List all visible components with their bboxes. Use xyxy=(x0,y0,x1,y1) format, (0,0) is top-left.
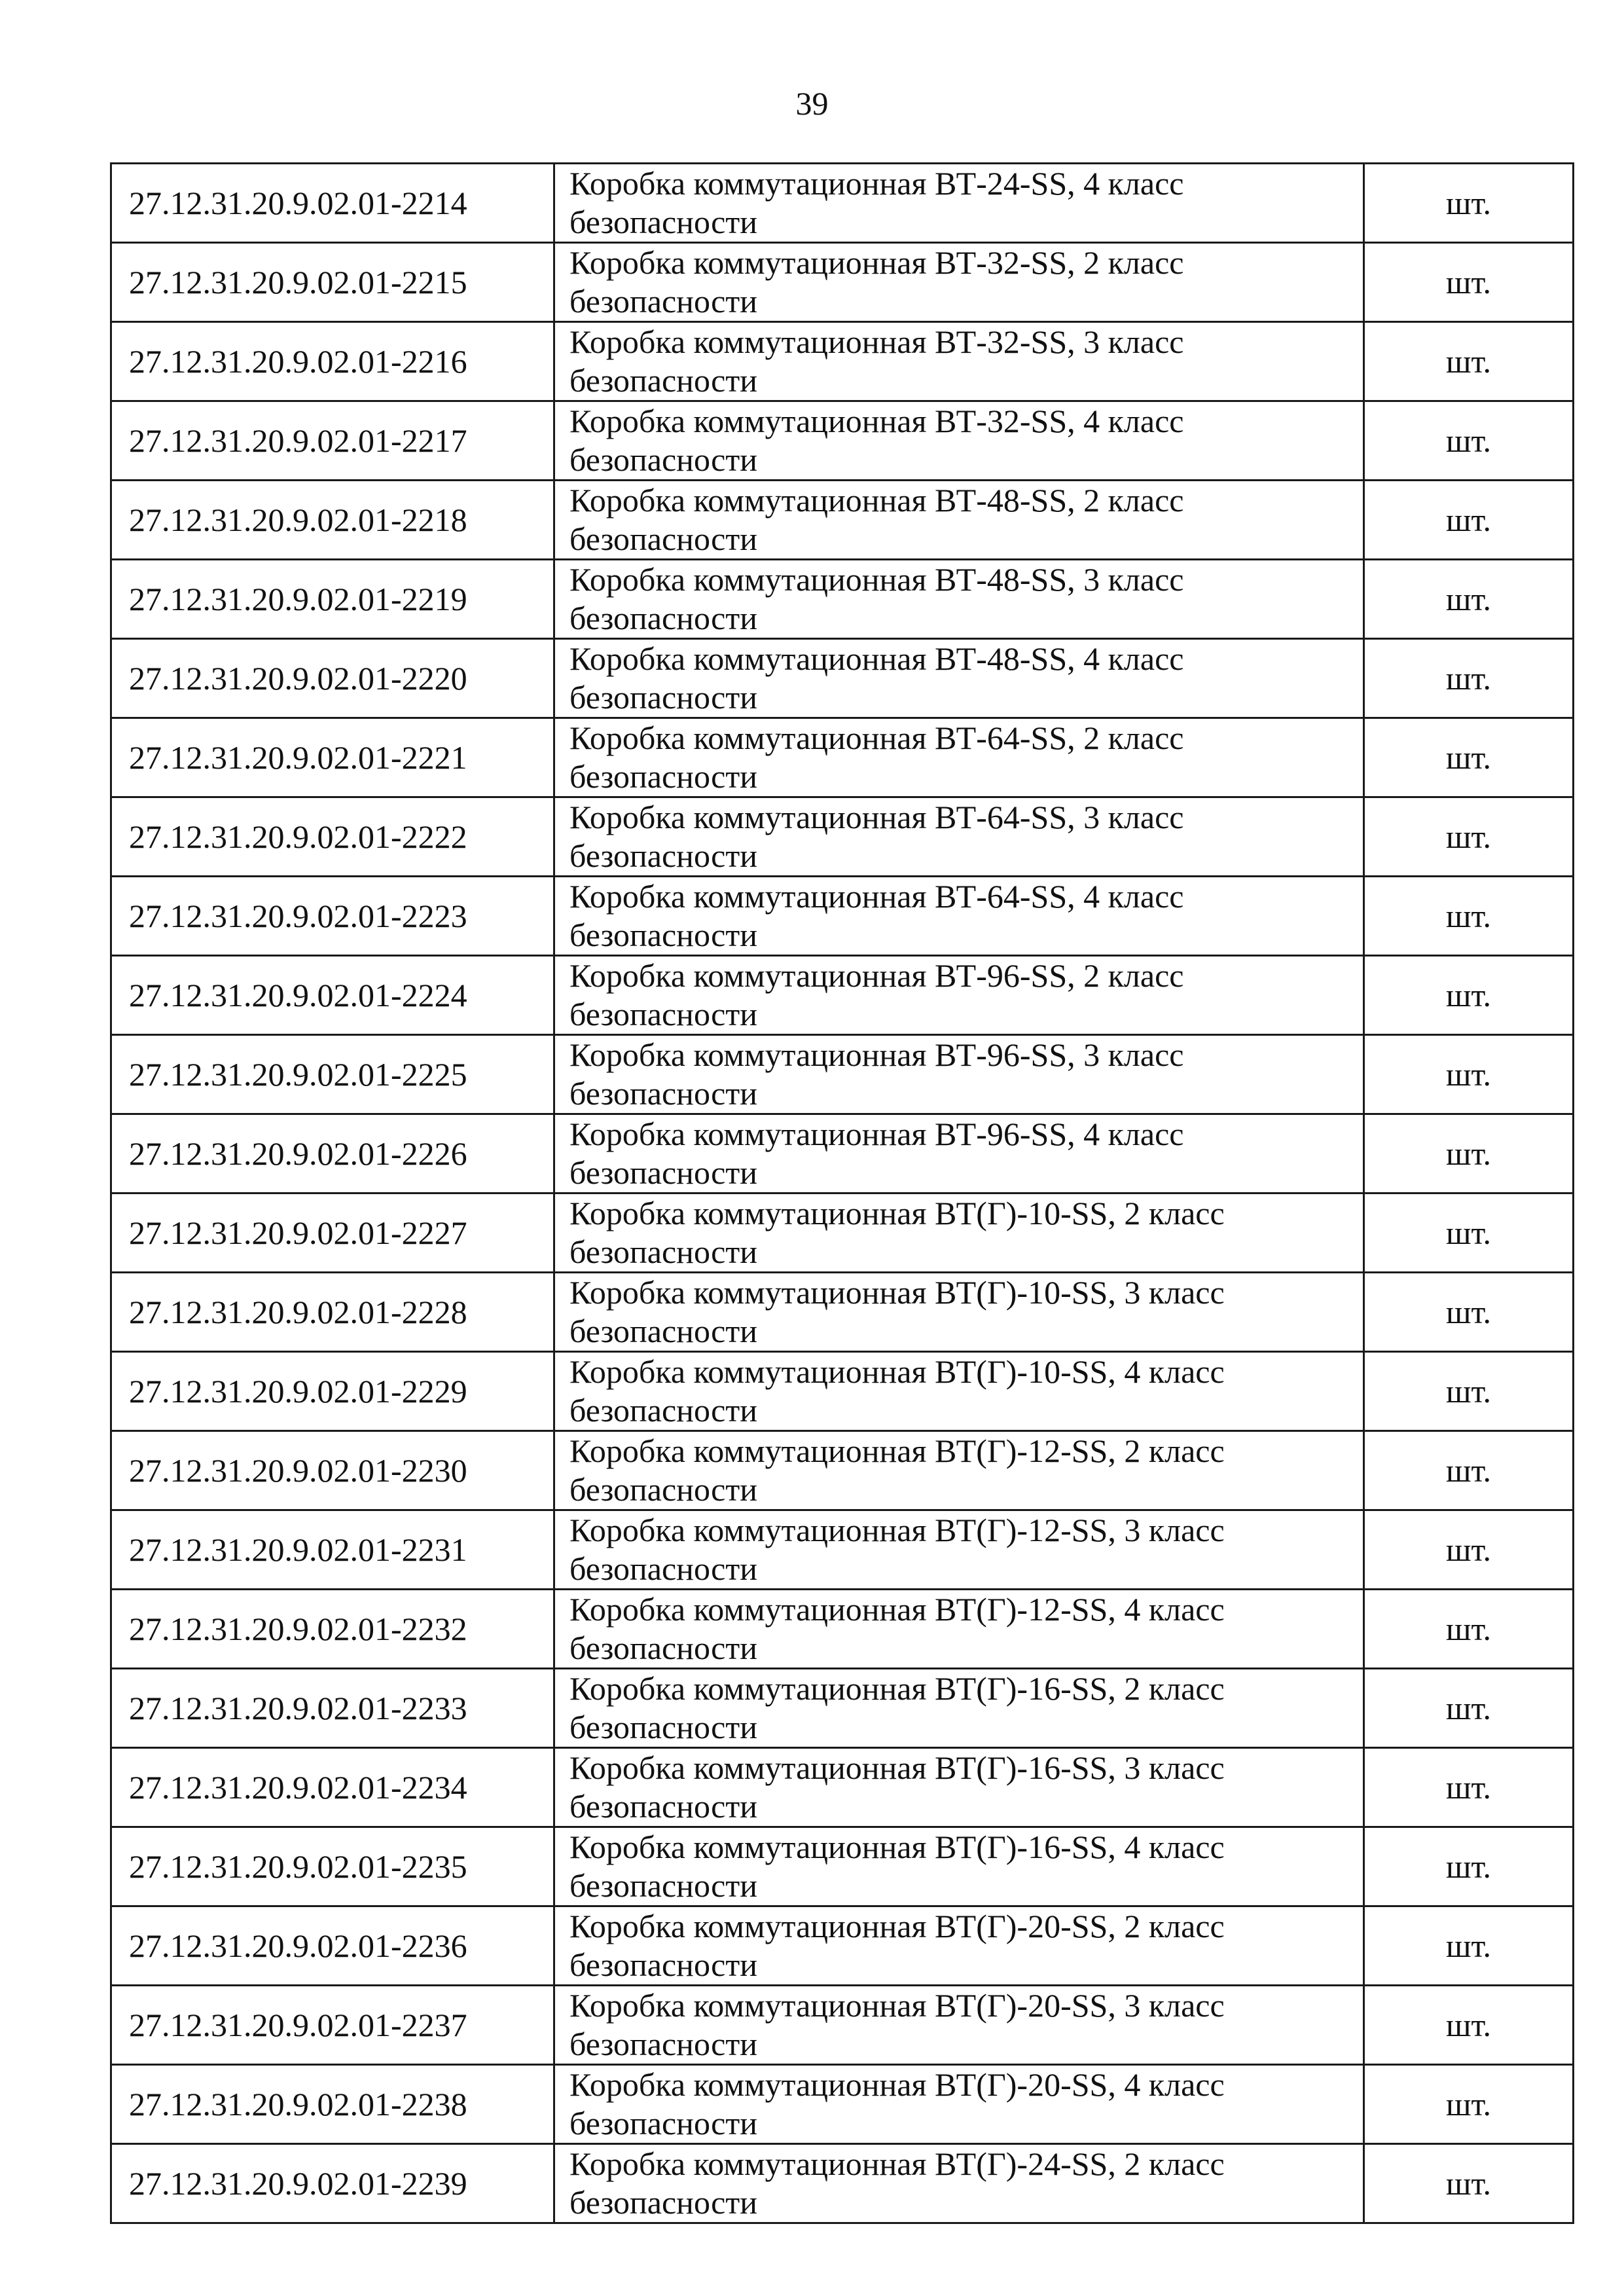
unit-cell: шт. xyxy=(1364,1431,1574,1510)
resource-code-cell: 27.12.31.20.9.02.01-2234 xyxy=(111,1748,554,1827)
resource-code-cell: 27.12.31.20.9.02.01-2236 xyxy=(111,1906,554,1986)
resource-name-cell: Коробка коммутационная ВТ(Г)-16-SS, 2 класс безопасности xyxy=(554,1669,1364,1748)
unit-cell: шт. xyxy=(1364,481,1574,560)
unit-cell: шт. xyxy=(1364,1510,1574,1590)
unit-cell: шт. xyxy=(1364,718,1574,797)
table-row xyxy=(111,1748,1574,1827)
resource-code-cell: 27.12.31.20.9.02.01-2215 xyxy=(111,243,554,322)
unit-cell: шт. xyxy=(1364,560,1574,639)
resource-code-cell: 27.12.31.20.9.02.01-2216 xyxy=(111,322,554,401)
resource-name-cell: Коробка коммутационная ВТ(Г)-10-SS, 3 класс безопасности xyxy=(554,1273,1364,1352)
resource-name-cell: Коробка коммутационная ВТ(Г)-20-SS, 3 класс безопасности xyxy=(554,1986,1364,2065)
resource-name-cell: Коробка коммутационная ВТ(Г)-12-SS, 4 класс безопасности xyxy=(554,1590,1364,1669)
resource-code-cell: 27.12.31.20.9.02.01-2232 xyxy=(111,1590,554,1669)
resource-name-cell: Коробка коммутационная ВТ(Г)-10-SS, 4 класс безопасности xyxy=(554,1352,1364,1431)
resource-code-cell: 27.12.31.20.9.02.01-2229 xyxy=(111,1352,554,1431)
unit-cell: шт. xyxy=(1364,1273,1574,1352)
unit-cell: шт. xyxy=(1364,1906,1574,1986)
table-row xyxy=(111,1590,1574,1669)
unit-cell: шт. xyxy=(1364,877,1574,956)
resource-code-cell: 27.12.31.20.9.02.01-2228 xyxy=(111,1273,554,1352)
unit-cell: шт. xyxy=(1364,1194,1574,1273)
resource-code-cell: 27.12.31.20.9.02.01-2223 xyxy=(111,877,554,956)
resource-name-cell: Коробка коммутационная ВТ-32-SS, 3 класс безопасности xyxy=(554,322,1364,401)
resource-code-cell: 27.12.31.20.9.02.01-2220 xyxy=(111,639,554,718)
table-row xyxy=(111,1906,1574,1986)
resource-name-cell: Коробка коммутационная ВТ-64-SS, 3 класс безопасности xyxy=(554,797,1364,877)
table-row xyxy=(111,1352,1574,1431)
table-row xyxy=(111,877,1574,956)
table-row xyxy=(111,1669,1574,1748)
unit-cell: шт. xyxy=(1364,1827,1574,1906)
resource-code-cell: 27.12.31.20.9.02.01-2237 xyxy=(111,1986,554,2065)
resource-name-cell: Коробка коммутационная ВТ(Г)-20-SS, 2 класс безопасности xyxy=(554,1906,1364,1986)
resource-code-cell: 27.12.31.20.9.02.01-2239 xyxy=(111,2144,554,2223)
resource-name-cell: Коробка коммутационная ВТ-32-SS, 2 класс безопасности xyxy=(554,243,1364,322)
unit-cell: шт. xyxy=(1364,1035,1574,1114)
resource-name-cell: Коробка коммутационная ВТ(Г)-16-SS, 4 класс безопасности xyxy=(554,1827,1364,1906)
unit-cell: шт. xyxy=(1364,1590,1574,1669)
table-row xyxy=(111,1510,1574,1590)
table-row xyxy=(111,2065,1574,2144)
resource-name-cell: Коробка коммутационная ВТ-48-SS, 3 класс безопасности xyxy=(554,560,1364,639)
resource-code-cell: 27.12.31.20.9.02.01-2233 xyxy=(111,1669,554,1748)
unit-cell: шт. xyxy=(1364,1114,1574,1194)
table-row xyxy=(111,560,1574,639)
table-row xyxy=(111,1114,1574,1194)
table-row xyxy=(111,481,1574,560)
resource-name-cell: Коробка коммутационная ВТ-96-SS, 2 класс безопасности xyxy=(554,956,1364,1035)
table-row xyxy=(111,2144,1574,2223)
resource-name-cell: Коробка коммутационная ВТ-96-SS, 3 класс безопасности xyxy=(554,1035,1364,1114)
table-row xyxy=(111,1827,1574,1906)
resource-name-cell: Коробка коммутационная ВТ-48-SS, 2 класс безопасности xyxy=(554,481,1364,560)
resource-code-cell: 27.12.31.20.9.02.01-2238 xyxy=(111,2065,554,2144)
unit-cell: шт. xyxy=(1364,956,1574,1035)
resource-name-cell: Коробка коммутационная ВТ-96-SS, 4 класс безопасности xyxy=(554,1114,1364,1194)
table-row xyxy=(111,1035,1574,1114)
table-row xyxy=(111,164,1574,243)
resource-name-cell: Коробка коммутационная ВТ-48-SS, 4 класс безопасности xyxy=(554,639,1364,718)
unit-cell: шт. xyxy=(1364,401,1574,481)
resource-code-cell: 27.12.31.20.9.02.01-2218 xyxy=(111,481,554,560)
unit-cell: шт. xyxy=(1364,639,1574,718)
table-row xyxy=(111,1431,1574,1510)
resource-name-cell: Коробка коммутационная ВТ(Г)-10-SS, 2 класс безопасности xyxy=(554,1194,1364,1273)
resource-name-cell: Коробка коммутационная ВТ-32-SS, 4 класс безопасности xyxy=(554,401,1364,481)
table-row xyxy=(111,797,1574,877)
resource-name-cell: Коробка коммутационная ВТ-64-SS, 4 класс безопасности xyxy=(554,877,1364,956)
resource-code-cell: 27.12.31.20.9.02.01-2227 xyxy=(111,1194,554,1273)
unit-cell: шт. xyxy=(1364,2144,1574,2223)
unit-cell: шт. xyxy=(1364,1748,1574,1827)
table-row xyxy=(111,639,1574,718)
resource-name-cell: Коробка коммутационная ВТ(Г)-12-SS, 2 класс безопасности xyxy=(554,1431,1364,1510)
resource-name-cell: Коробка коммутационная ВТ(Г)-16-SS, 3 класс безопасности xyxy=(554,1748,1364,1827)
resource-code-cell: 27.12.31.20.9.02.01-2225 xyxy=(111,1035,554,1114)
resource-code-cell: 27.12.31.20.9.02.01-2221 xyxy=(111,718,554,797)
unit-cell: шт. xyxy=(1364,1986,1574,2065)
catalog-table xyxy=(110,162,1574,2224)
table-row xyxy=(111,956,1574,1035)
catalog-table-body xyxy=(111,164,1574,2223)
resource-name-cell: Коробка коммутационная ВТ-24-SS, 4 класс безопасности xyxy=(554,164,1364,243)
table-row xyxy=(111,718,1574,797)
resource-code-cell: 27.12.31.20.9.02.01-2224 xyxy=(111,956,554,1035)
resource-code-cell: 27.12.31.20.9.02.01-2219 xyxy=(111,560,554,639)
resource-code-cell: 27.12.31.20.9.02.01-2217 xyxy=(111,401,554,481)
resource-code-cell: 27.12.31.20.9.02.01-2235 xyxy=(111,1827,554,1906)
table-row xyxy=(111,1986,1574,2065)
table-row xyxy=(111,401,1574,481)
resource-code-cell: 27.12.31.20.9.02.01-2231 xyxy=(111,1510,554,1590)
resource-name-cell: Коробка коммутационная ВТ(Г)-20-SS, 4 класс безопасности xyxy=(554,2065,1364,2144)
resource-name-cell: Коробка коммутационная ВТ-64-SS, 2 класс безопасности xyxy=(554,718,1364,797)
unit-cell: шт. xyxy=(1364,322,1574,401)
resource-code-cell: 27.12.31.20.9.02.01-2214 xyxy=(111,164,554,243)
unit-cell: шт. xyxy=(1364,243,1574,322)
resource-code-cell: 27.12.31.20.9.02.01-2230 xyxy=(111,1431,554,1510)
unit-cell: шт. xyxy=(1364,164,1574,243)
resource-code-cell: 27.12.31.20.9.02.01-2222 xyxy=(111,797,554,877)
resource-name-cell: Коробка коммутационная ВТ(Г)-24-SS, 2 класс безопасности xyxy=(554,2144,1364,2223)
resource-code-cell: 27.12.31.20.9.02.01-2226 xyxy=(111,1114,554,1194)
table-row xyxy=(111,1273,1574,1352)
unit-cell: шт. xyxy=(1364,1669,1574,1748)
table-row xyxy=(111,322,1574,401)
unit-cell: шт. xyxy=(1364,797,1574,877)
unit-cell: шт. xyxy=(1364,1352,1574,1431)
resource-name-cell: Коробка коммутационная ВТ(Г)-12-SS, 3 класс безопасности xyxy=(554,1510,1364,1590)
table-row xyxy=(111,1194,1574,1273)
table-row xyxy=(111,243,1574,322)
unit-cell: шт. xyxy=(1364,2065,1574,2144)
page-number: 39 xyxy=(795,85,829,122)
